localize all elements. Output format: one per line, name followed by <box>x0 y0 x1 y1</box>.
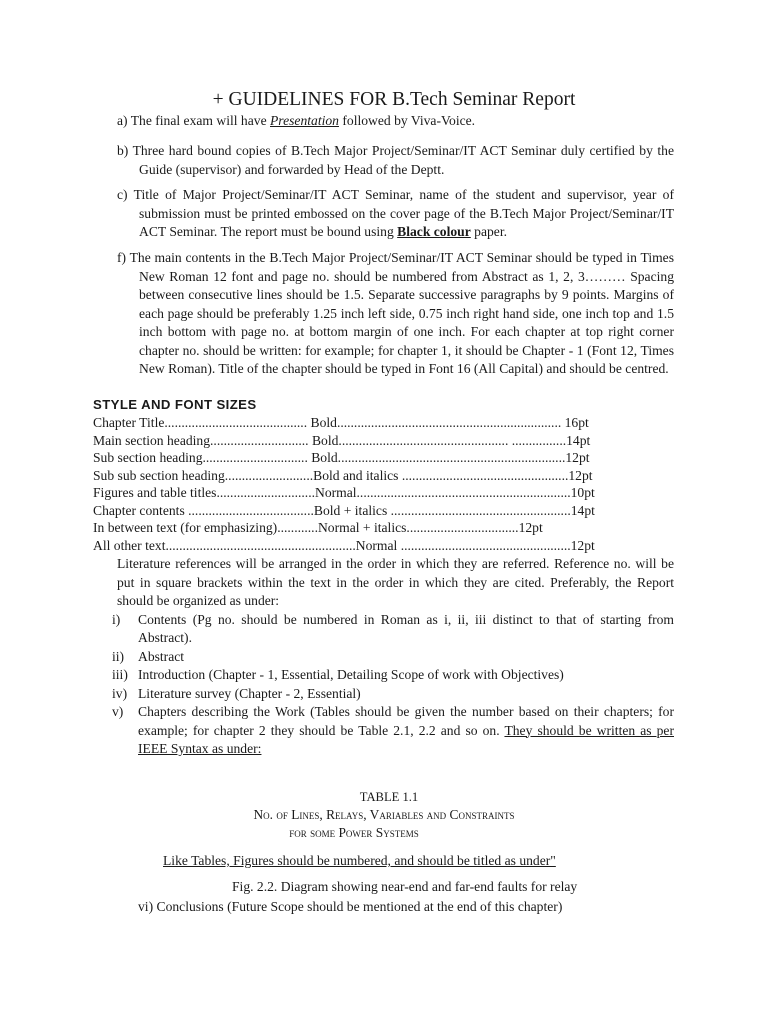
table-number: TABLE 1.1 <box>359 790 419 804</box>
font-row-chapter-contents: Chapter contents .....................................Bold + italics .....................................................14pt <box>93 502 595 518</box>
table-caption-example <box>0 788 768 842</box>
conclusions-item: vi) Conclusions (Future Scope should be mentioned at the end of this chapter) <box>138 899 563 914</box>
page-title: + GUIDELINES FOR B.Tech Seminar Report <box>212 89 576 110</box>
guideline-item-b: b) Three hard bound copies of B.Tech Major Project/Seminar/IT ACT Seminar duly certified by the Guide (supervisor) and forwarded by Head of the Deptt. <box>117 143 674 177</box>
guideline-item-c <box>117 186 674 242</box>
table-title-line2: for some Power Systems <box>289 825 419 840</box>
font-row-figures-tables: Figures and table titles.............................Normal...............................................................10pt <box>93 485 595 500</box>
list-item-text: Literature survey (Chapter - 2, Essential) <box>138 685 361 701</box>
list-item-text: Chapters describing the Work (Tables should be given the number based on their chapters; for example; for chapter 2 they should be Table 2.1, 2.2 and so on. <box>138 704 674 738</box>
list-item-number: ii) <box>112 648 125 664</box>
guideline-item-f: f) The main contents in the B.Tech Major Project/Seminar/IT ACT Seminar should be typed in Times New Roman 12 font and page no. should be numbered from Abstract as 1, 2, 3……… Spacing between consecutive lines should be 1.5. Separate successive paragraphs by 9 points. Margins of each page should be preferably 1.25 inch left side, 0.75 inch right hand side, one inch top and 1.5 inch bottom with page no. at bottom margin of one inch. For each chapter at top right corner chapter no. should be written: for example; for chapter 1, it should be Chapter - 1 (Font 12, Times New Roman). Title of the chapter should be typed in Font 16 (All Capital) and should be centred. <box>117 250 674 376</box>
list-item <box>90 685 674 704</box>
font-row-sub-sub-section: Sub sub section heading..........................Bold and italics .................................................12pt <box>93 467 593 483</box>
font-row-sub-section: Sub section heading............................... Bold...................................................................12pt <box>93 450 590 465</box>
figures-note: Like Tables, Figures should be numbered, and should be titled as under" <box>163 853 556 868</box>
font-row-other-text: All other text........................................................Normal ..................................................12pt <box>93 537 595 553</box>
list-item-underlined-text: They should be written as per IEEE Syntax as under: <box>138 722 674 756</box>
font-size-table <box>93 414 677 554</box>
list-item <box>90 703 674 759</box>
list-item-number: iv) <box>112 685 128 701</box>
figure-caption-example: Fig. 2.2. Diagram showing near-end and far-end faults for relay <box>232 879 578 894</box>
table-title-line1: No. of Lines, Relays, Variables and Constraints <box>253 807 515 822</box>
item-c-suffix: paper. <box>470 224 508 239</box>
literature-intro: Literature references will be arranged in the order in which they are referred. Reference no. will be put in square brackets within the text in the order in which they are cited. Preferably, the Report should be organized as under: <box>117 556 674 608</box>
literature-section <box>112 555 674 759</box>
list-item <box>90 648 674 667</box>
guideline-item-a <box>117 112 674 131</box>
font-row-chapter-title: Chapter Title.......................................... Bold.................................................................. 16pt <box>93 415 589 430</box>
list-item-text: Contents (Pg no. should be numbered in Roman as i, ii, iii distinct to that of starting from Abstract). <box>138 611 674 645</box>
list-item <box>90 666 674 685</box>
style-section-heading: STYLE AND FONT SIZES <box>93 397 257 412</box>
font-row-main-section: Main section heading............................. Bold.................................................. ................14pt <box>93 432 591 448</box>
item-c-emphasis: Black colour <box>397 224 471 239</box>
report-structure-list <box>112 611 674 759</box>
item-a-suffix: followed by Viva-Voice. <box>338 113 476 128</box>
item-a-emphasis: Presentation <box>270 113 339 128</box>
item-c-prefix: c) Title of Major Project/Seminar/IT ACT Seminar, name of the student and supervisor, year of submission must be printed embossed on the cover page of the B.Tech Major Project/Seminar/IT ACT Seminar. The report must be bound using <box>117 187 674 239</box>
list-item-number: v) <box>112 704 124 719</box>
list-item-number: i) <box>112 611 121 627</box>
font-row-emphasis-text: In between text (for emphasizing)............Normal + italics.................................12pt <box>93 520 543 535</box>
list-item-text: Abstract <box>138 648 185 664</box>
list-item-text: Introduction (Chapter - 1, Essential, Detailing Scope of work with Objectives) <box>138 667 564 682</box>
list-item <box>90 611 674 648</box>
item-a-prefix: a) The final exam will have <box>117 113 270 128</box>
list-item-number: iii) <box>112 667 128 682</box>
